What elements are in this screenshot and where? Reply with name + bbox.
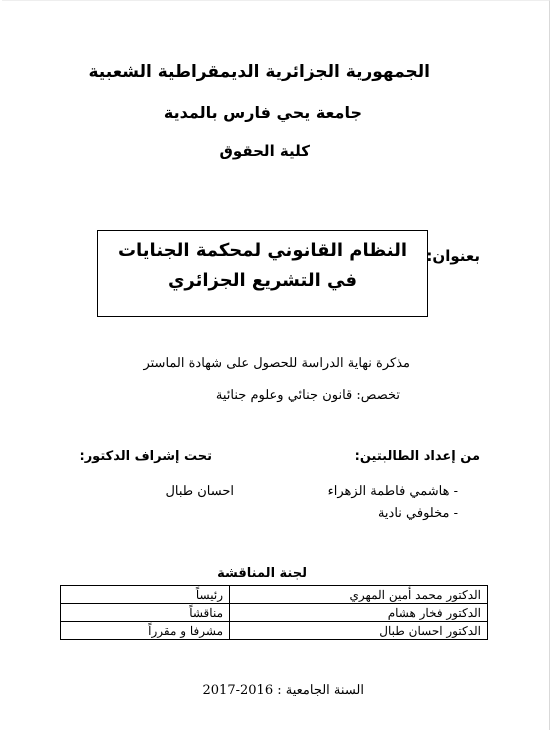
republic-heading: الجمهورية الجزائرية الديمقراطية الشعبية xyxy=(88,62,430,82)
member-name: الدكتور فخار هشام xyxy=(230,604,488,622)
member-role: مناقشاً xyxy=(61,604,230,622)
committee-title: لجنة المناقشة xyxy=(217,566,307,581)
member-role: رئيساً xyxy=(61,586,230,604)
member-name: الدكتور احسان طبال xyxy=(230,622,488,640)
university-heading: جامعة يحي فارس بالمدية xyxy=(163,103,362,122)
table-row xyxy=(61,604,488,622)
thesis-title-box xyxy=(97,230,428,317)
student-name: - هاشمي فاطمة الزهراء xyxy=(327,484,458,499)
specialty: تخصص: قانون جنائي وعلوم جنائية xyxy=(215,388,400,403)
thesis-title-line2: في التشريع الجزائري xyxy=(167,270,358,291)
table-row xyxy=(61,586,488,604)
prepared-by-label: من إعداد الطالبتين: xyxy=(354,449,480,464)
supervisor-name: احسان طبال xyxy=(165,484,234,499)
thesis-title-line1: النظام القانوني لمحكمة الجنايات xyxy=(117,240,408,261)
committee-table xyxy=(60,585,488,640)
academic-year: السنة الجامعية : 2016-2017 xyxy=(202,683,364,698)
table-row xyxy=(61,622,488,640)
memo-description: مذكرة نهاية الدراسة للحصول على شهادة الماستر xyxy=(143,356,410,371)
supervisor-label: تحت إشراف الدكتور: xyxy=(79,449,212,464)
member-name: الدكتور محمد أمين المهري xyxy=(230,586,488,604)
student-name: - مخلوفي نادية xyxy=(377,506,458,521)
member-role: مشرفا و مقرراً xyxy=(61,622,230,640)
title-label: بعنوان: xyxy=(426,247,480,265)
faculty-heading: كلية الحقوق xyxy=(219,142,310,160)
